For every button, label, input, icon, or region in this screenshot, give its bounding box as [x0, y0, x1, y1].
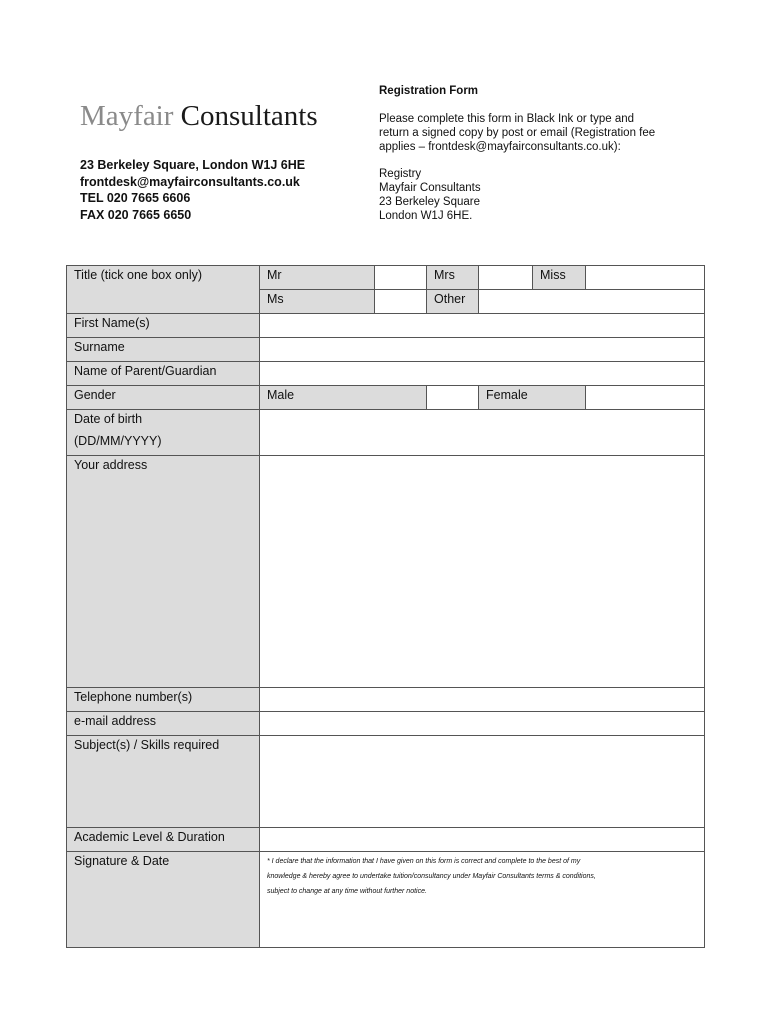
title-label: Title (tick one box only) — [67, 266, 260, 314]
company-telephone: TEL 020 7665 6606 — [80, 191, 191, 205]
telephone-field[interactable] — [260, 688, 705, 712]
parent-guardian-field[interactable] — [260, 362, 705, 386]
registry-line: Registry — [379, 168, 422, 180]
title-option-other: Other — [427, 290, 479, 314]
miss-checkbox[interactable] — [586, 266, 705, 290]
declaration-line: * I declare that the information that I have given on this form is correct and complete to the best of my — [267, 858, 581, 865]
mrs-checkbox[interactable] — [479, 266, 533, 290]
registry-address — [379, 167, 655, 223]
instruction-line: return a signed copy by post or email (Registration fee — [379, 127, 656, 139]
registry-line: Mayfair Consultants — [379, 182, 481, 194]
dob-label-line1: Date of birth — [74, 412, 143, 426]
parent-guardian-label: Name of Parent/Guardian — [67, 362, 260, 386]
surname-field[interactable] — [260, 338, 705, 362]
declaration-line: knowledge & hereby agree to undertake tuition/consultancy under Mayfair Consultants terms & conditions, — [267, 873, 596, 880]
title-option-miss: Miss — [533, 266, 586, 290]
gender-option-male: Male — [260, 386, 427, 410]
dob-label-line2: (DD/MM/YYYY) — [74, 434, 162, 448]
gender-label: Gender — [67, 386, 260, 410]
title-option-ms: Ms — [260, 290, 375, 314]
registry-line: London W1J 6HE. — [379, 210, 473, 222]
email-label: e-mail address — [67, 712, 260, 736]
other-title-field[interactable] — [479, 290, 705, 314]
logo-text-dark: Consultants — [173, 100, 318, 132]
gender-option-female: Female — [479, 386, 586, 410]
signature-field[interactable] — [260, 852, 705, 948]
first-name-label: First Name(s) — [67, 314, 260, 338]
instruction-line: Please complete this form in Black Ink or type and — [379, 113, 635, 125]
company-fax: FAX 020 7665 6650 — [80, 207, 192, 222]
first-name-field[interactable] — [260, 314, 705, 338]
title-option-mrs: Mrs — [427, 266, 479, 290]
academic-level-field[interactable] — [260, 828, 705, 852]
registration-info — [379, 84, 655, 223]
address-field[interactable] — [260, 456, 705, 688]
form-title: Registration Form — [379, 85, 479, 97]
surname-label: Surname — [67, 338, 260, 362]
academic-level-label: Academic Level & Duration — [67, 828, 260, 852]
declaration-line: subject to change at any time without further notice. — [267, 888, 427, 895]
mr-checkbox[interactable] — [375, 266, 427, 290]
dob-label — [67, 410, 260, 456]
company-email: frontdesk@mayfairconsultants.co.uk — [80, 174, 300, 189]
logo-text-light: Mayfair — [80, 100, 174, 132]
company-logo — [80, 100, 318, 133]
title-option-mr: Mr — [260, 266, 375, 290]
dob-field[interactable] — [260, 410, 705, 456]
company-address: 23 Berkeley Square, London W1J 6HE — [80, 158, 306, 172]
registry-line: 23 Berkeley Square — [379, 196, 481, 208]
female-checkbox[interactable] — [586, 386, 705, 410]
company-contact — [80, 157, 305, 223]
ms-checkbox[interactable] — [375, 290, 427, 314]
subjects-field[interactable] — [260, 736, 705, 828]
telephone-label: Telephone number(s) — [67, 688, 260, 712]
email-field[interactable] — [260, 712, 705, 736]
address-label: Your address — [67, 456, 260, 688]
form-instructions — [379, 112, 655, 154]
registration-table — [66, 265, 705, 948]
signature-label: Signature & Date — [67, 852, 260, 948]
instruction-line: applies – frontdesk@mayfairconsultants.co.uk): — [379, 141, 621, 153]
subjects-label: Subject(s) / Skills required — [67, 736, 260, 828]
male-checkbox[interactable] — [427, 386, 479, 410]
